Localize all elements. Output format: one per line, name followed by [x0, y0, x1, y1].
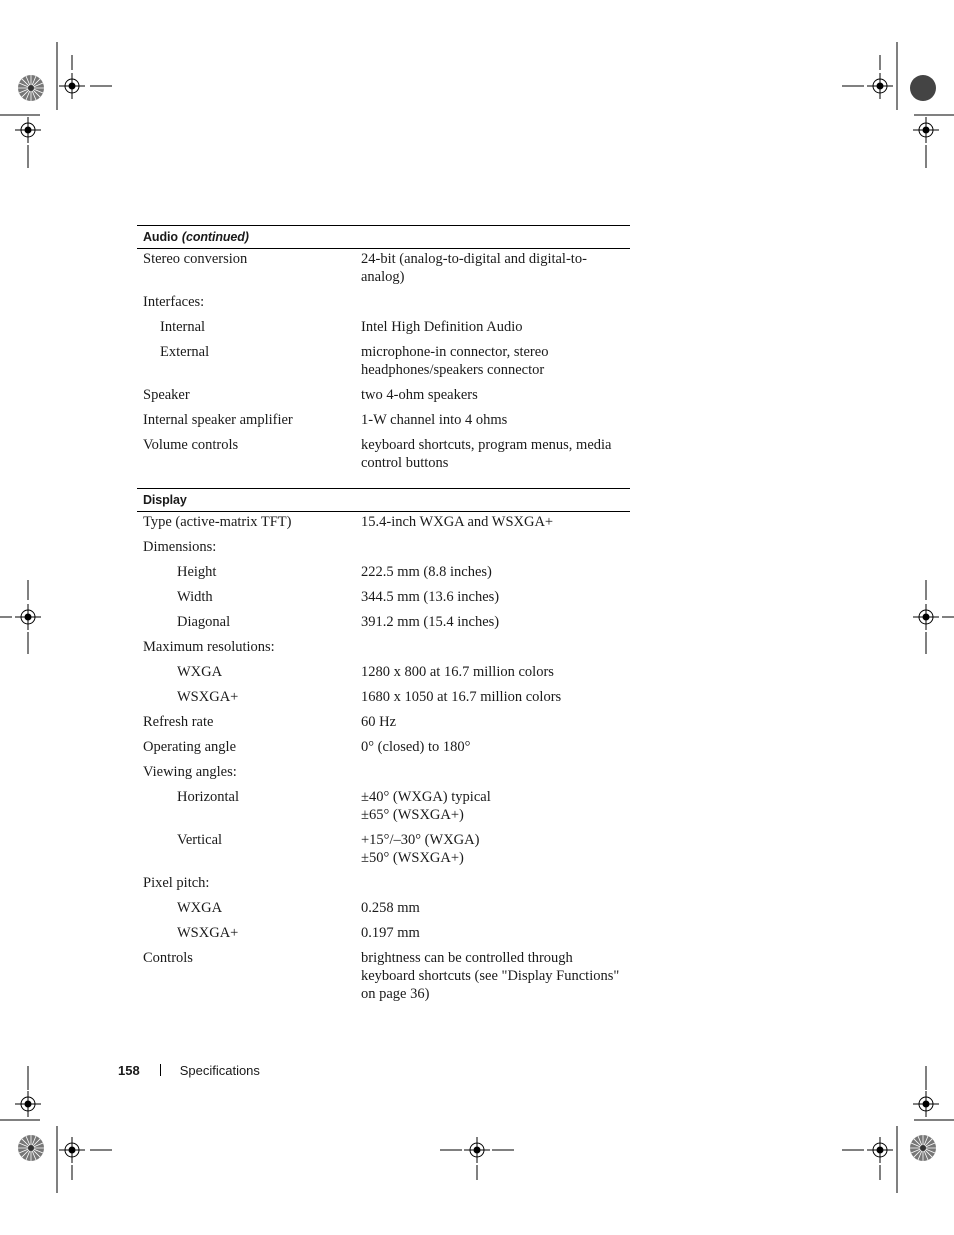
spec-label: Speaker: [143, 387, 190, 403]
spec-row: [137, 688, 630, 706]
spec-row: [137, 899, 630, 917]
spec-label: WSXGA+: [177, 689, 239, 705]
spec-row: [137, 831, 630, 867]
spec-row: [137, 436, 630, 472]
page-number: 158: [118, 1062, 140, 1078]
spec-label: Viewing angles:: [143, 764, 237, 780]
spec-label: WXGA: [177, 664, 223, 680]
spec-value: 391.2 mm (15.4 inches): [361, 614, 500, 630]
spec-value: [361, 874, 623, 892]
spec-value: brightness can be controlled through keyboard shortcuts (see "Display Functions" on page 36): [361, 950, 620, 1002]
spec-value: 0.258 mm: [361, 900, 420, 916]
top-right-marks: [842, 42, 954, 168]
spec-row: [137, 563, 630, 581]
spec-label: External: [160, 344, 210, 360]
spec-value: keyboard shortcuts, program menus, media control buttons: [361, 437, 612, 471]
spec-value: 1-W channel into 4 ohms: [361, 412, 508, 428]
mid-left-mark: [0, 580, 41, 654]
spec-value: [361, 293, 623, 311]
spec-value: 0° (closed) to 180°: [361, 739, 471, 755]
audio-section-title: Audio: [143, 230, 178, 244]
spec-value: 222.5 mm (8.8 inches): [361, 564, 492, 580]
footer-divider: [160, 1064, 161, 1076]
spec-value: Intel High Definition Audio: [361, 319, 523, 335]
spec-value: 344.5 mm (13.6 inches): [361, 589, 500, 605]
spec-value: 1280 x 800 at 16.7 million colors: [361, 664, 554, 680]
spec-value: [361, 763, 623, 781]
spec-value: [361, 638, 623, 656]
spec-value: 1680 x 1050 at 16.7 million colors: [361, 689, 562, 705]
spec-row: [137, 874, 630, 892]
spec-label: Pixel pitch:: [143, 875, 210, 891]
spec-label: Width: [177, 589, 213, 605]
spec-label: Internal: [160, 319, 206, 335]
spec-row: [137, 588, 630, 606]
spec-value: +15°/–30° (WXGA) ±50° (WSXGA+): [361, 832, 480, 866]
spec-label: Dimensions:: [143, 539, 217, 555]
spec-label: Refresh rate: [143, 714, 214, 730]
spec-row: [137, 411, 630, 429]
continued-note: (continued): [181, 230, 249, 244]
spec-row: [137, 924, 630, 942]
spec-row: [137, 293, 630, 311]
spec-value: 24-bit (analog-to-digital and digital-to- analog): [361, 251, 587, 285]
spec-value: 60 Hz: [361, 714, 397, 730]
spec-label: Operating angle: [143, 739, 237, 755]
spec-label: Volume controls: [143, 437, 239, 453]
display-section-title: Display: [143, 493, 187, 507]
spec-label: Interfaces:: [143, 294, 205, 310]
spec-label: Vertical: [177, 832, 223, 848]
mid-right-mark: [913, 580, 954, 654]
footer-section-name: Specifications: [179, 1062, 260, 1078]
spec-value: microphone-in connector, stereo headphones/speakers connector: [361, 344, 549, 378]
spec-row: [137, 663, 630, 681]
spec-label: Maximum resolutions:: [143, 639, 275, 655]
spec-row: [137, 250, 630, 286]
spec-value: [361, 538, 623, 556]
bottom-left-marks: [0, 1066, 112, 1193]
spec-value: 15.4-inch WXGA and WSXGA+: [361, 514, 554, 530]
spec-label: Internal speaker amplifier: [143, 412, 293, 428]
display-rows: [137, 512, 630, 1003]
spec-row: [137, 538, 630, 556]
spec-label: Stereo conversion: [143, 251, 248, 267]
spec-label: Height: [177, 564, 217, 580]
spec-label: WSXGA+: [177, 925, 239, 941]
spec-row: [137, 343, 630, 379]
spec-row: [137, 513, 630, 531]
spec-label: Controls: [143, 950, 193, 966]
spec-label: Diagonal: [177, 614, 231, 630]
display-spec-table: [137, 488, 630, 1010]
audio-rows: [137, 249, 630, 472]
spec-value: two 4-ohm speakers: [361, 387, 478, 403]
spec-value: ±40° (WXGA) typical ±65° (WSXGA+): [361, 789, 491, 823]
spec-row: [137, 386, 630, 404]
spec-row: [137, 638, 630, 656]
top-left-marks: [0, 42, 112, 168]
bottom-center-mark: [440, 1137, 514, 1180]
spec-row: [137, 613, 630, 631]
spec-row: [137, 949, 630, 1003]
spec-row: [137, 788, 630, 824]
spec-label: Type (active-matrix TFT): [143, 514, 292, 530]
spec-row: [137, 763, 630, 781]
audio-section-header: [137, 225, 630, 249]
spec-label: WXGA: [177, 900, 223, 916]
page-footer: [118, 1060, 260, 1080]
spec-row: [137, 738, 630, 756]
dark-circle-mark: [910, 75, 936, 101]
spec-value: 0.197 mm: [361, 925, 420, 941]
audio-spec-table: [137, 225, 630, 479]
spec-label: Horizontal: [177, 789, 240, 805]
display-section-header: [137, 488, 630, 512]
bottom-right-marks: [842, 1066, 954, 1193]
spec-row: [137, 713, 630, 731]
spec-row: [137, 318, 630, 336]
